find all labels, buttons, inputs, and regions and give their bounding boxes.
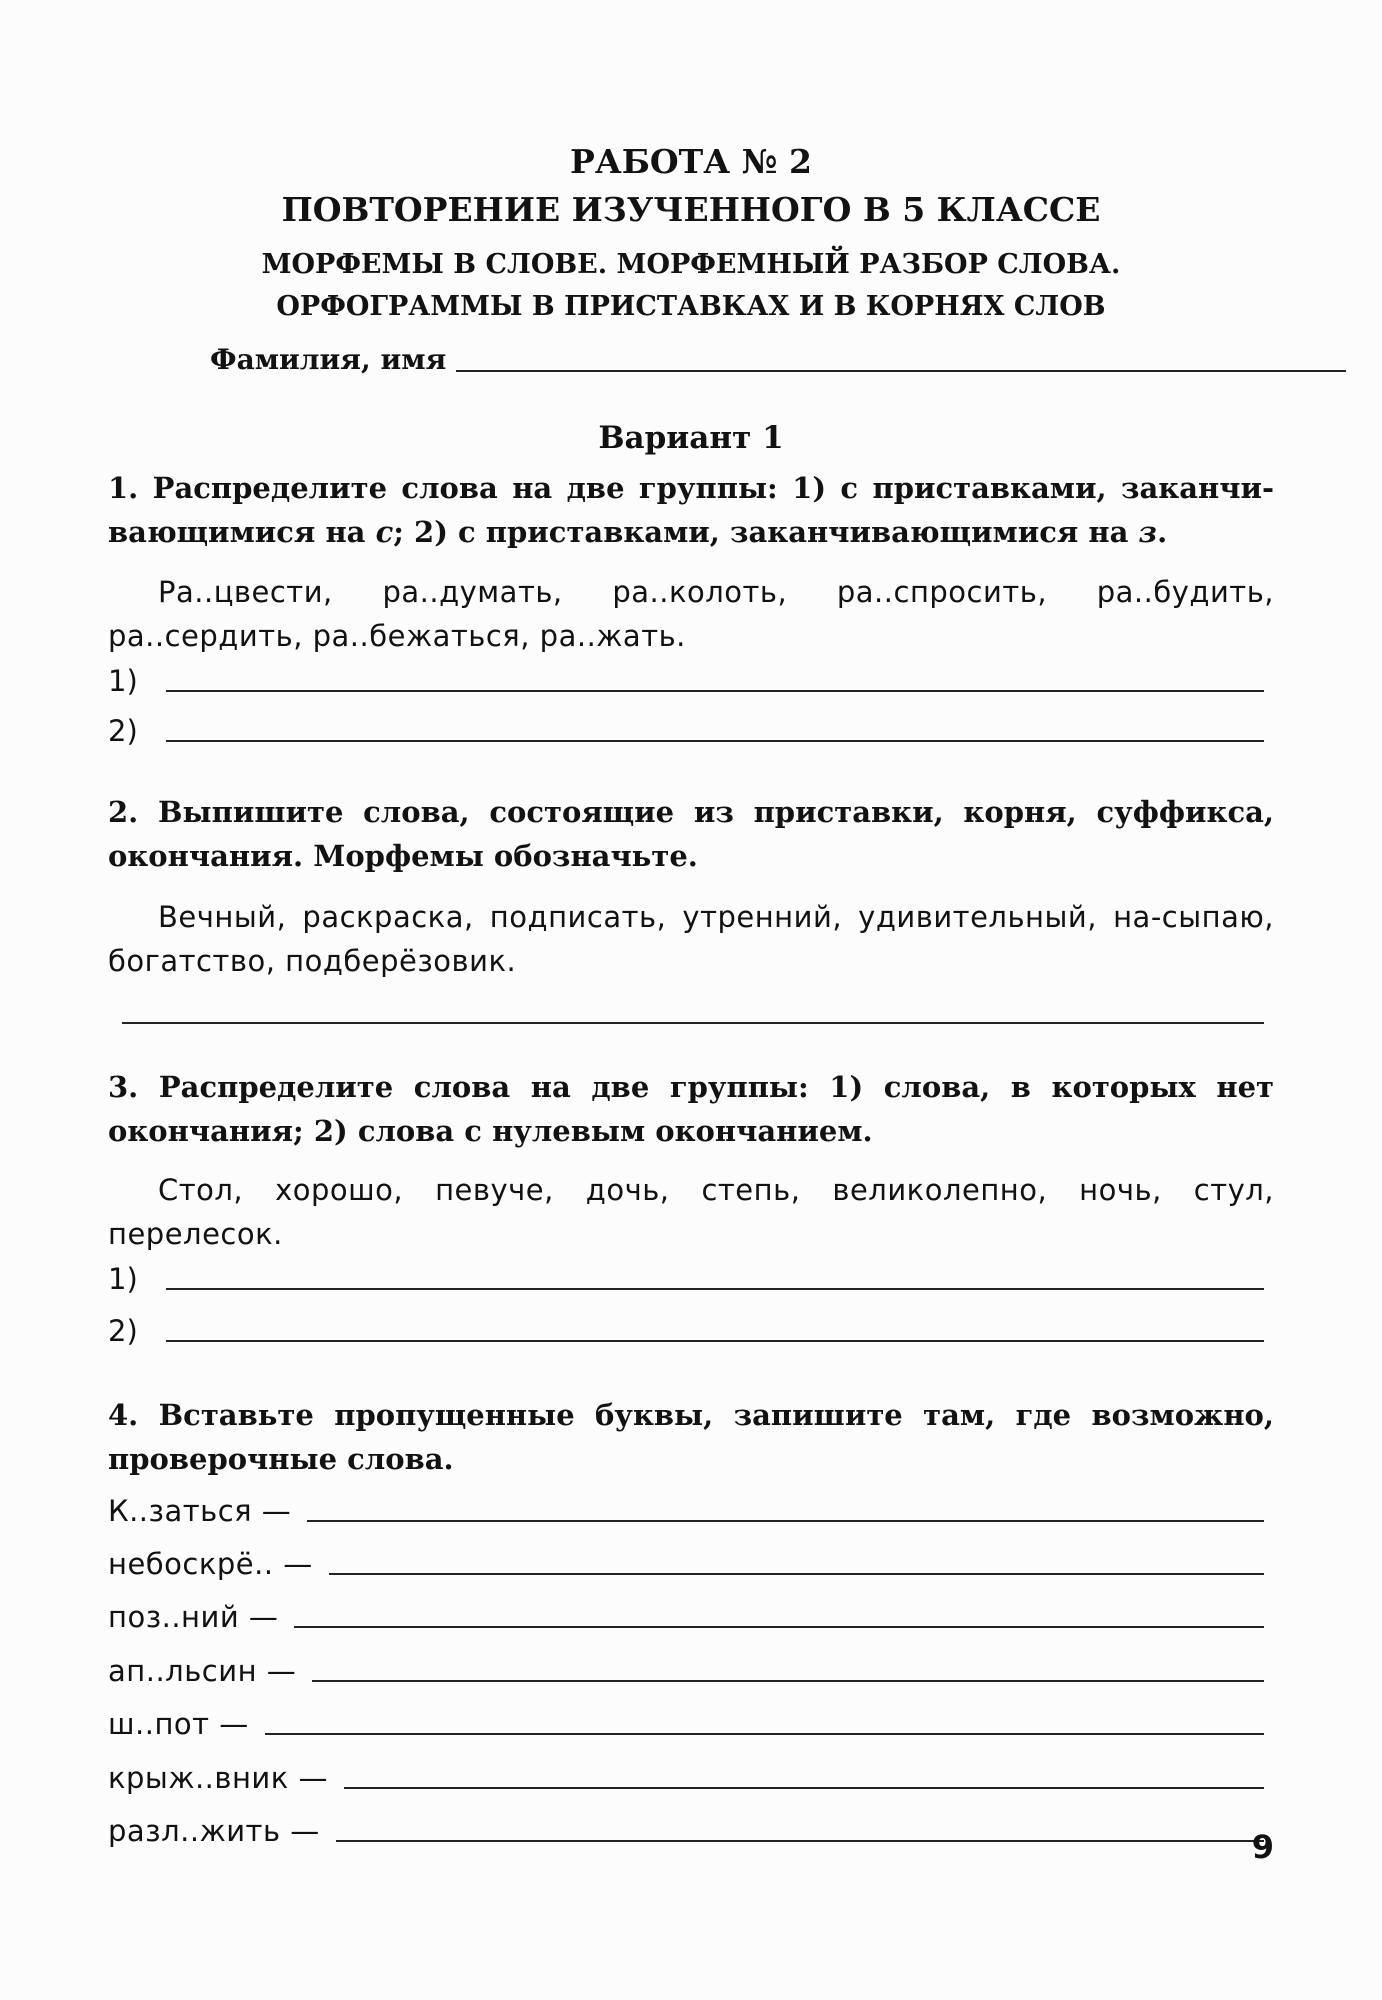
answer-line[interactable] bbox=[166, 1310, 1264, 1342]
task-4-word-row[interactable] bbox=[108, 1596, 1264, 1634]
answer-line[interactable] bbox=[294, 1596, 1264, 1628]
header bbox=[108, 138, 1274, 328]
answer-line[interactable] bbox=[307, 1490, 1264, 1522]
task-1-title-part-b: ; 2) с приставками, заканчивающимися на bbox=[393, 515, 1139, 549]
task-4-word-row[interactable] bbox=[108, 1650, 1264, 1688]
answer-line[interactable] bbox=[329, 1543, 1264, 1575]
variant-heading: Вариант 1 bbox=[598, 420, 784, 456]
task-2-text: Вечный, раскраска, подписать, утренний, удивительный, на-сыпаю, богатство, подберёзовик. bbox=[108, 900, 1274, 978]
task-4-word-row[interactable] bbox=[108, 1543, 1264, 1581]
page-number: 9 bbox=[1251, 1828, 1274, 1866]
task-2-answer-line[interactable] bbox=[122, 1022, 1264, 1024]
task-4-word: небоскрё.. — bbox=[108, 1547, 313, 1581]
answer-number: 2) bbox=[108, 1314, 138, 1348]
task-1-letter-z: з bbox=[1138, 515, 1158, 549]
work-topic: ПОВТОРЕНИЕ ИЗУЧЕННОГО В 5 КЛАССЕ bbox=[281, 190, 1101, 229]
name-answer-line[interactable] bbox=[456, 342, 1346, 372]
answer-line[interactable] bbox=[344, 1757, 1264, 1789]
task-4-word: ш..пот — bbox=[108, 1707, 249, 1741]
task-3-text: Стол, хорошо, певуче, дочь, степь, великолепно, ночь, стул, перелесок. bbox=[108, 1173, 1274, 1251]
answer-line[interactable] bbox=[312, 1650, 1264, 1682]
task-4-word: поз..ний — bbox=[108, 1600, 279, 1634]
task-1-letter-s: с bbox=[375, 515, 394, 549]
task-1-title-part-a: 1. Распределите слова на две группы: 1) с приставками, заканчи-вающимися на bbox=[108, 471, 1274, 549]
task-4-word-row[interactable] bbox=[108, 1757, 1264, 1795]
subtitle-line-1: МОРФЕМЫ В СЛОВЕ. МОРФЕМНЫЙ РАЗБОР СЛОВА. bbox=[261, 249, 1121, 280]
task-1-title-part-c: . bbox=[1157, 515, 1168, 549]
task-4-word: разл..жить — bbox=[108, 1814, 320, 1848]
task-4-word-row[interactable] bbox=[108, 1810, 1264, 1848]
task-4-title: 4. Вставьте пропущенные буквы, запишите там, где возможно, проверочные слова. bbox=[108, 1398, 1274, 1476]
answer-number: 2) bbox=[108, 714, 138, 748]
answer-line[interactable] bbox=[265, 1703, 1264, 1735]
task-4-word-row[interactable] bbox=[108, 1703, 1264, 1741]
answer-line[interactable] bbox=[166, 710, 1264, 742]
answer-line[interactable] bbox=[166, 660, 1264, 692]
work-subtitle bbox=[108, 244, 1274, 328]
answer-number: 1) bbox=[108, 1262, 138, 1296]
answer-number: 1) bbox=[108, 664, 138, 698]
task-1-title bbox=[108, 466, 1274, 554]
subtitle-line-2: ОРФОГРАММЫ В ПРИСТАВКАХ И В КОРНЯХ СЛОВ bbox=[276, 291, 1106, 322]
task-4-word: крыж..вник — bbox=[108, 1761, 329, 1795]
task-1-answer-1[interactable] bbox=[108, 660, 1264, 698]
answer-line[interactable] bbox=[336, 1810, 1264, 1842]
worksheet-page bbox=[108, 0, 1274, 2000]
task-1-answer-2[interactable] bbox=[108, 710, 1264, 748]
name-field[interactable] bbox=[210, 342, 1346, 376]
answer-line[interactable] bbox=[166, 1258, 1264, 1290]
task-4-word: К..заться — bbox=[108, 1494, 292, 1528]
task-3-answer-2[interactable] bbox=[108, 1310, 1264, 1348]
task-2-title: 2. Выпишите слова, состоящие из приставки, корня, суффикса, окончания. Морфемы обозначьте. bbox=[108, 795, 1274, 873]
work-title: РАБОТА № 2 bbox=[570, 142, 812, 181]
task-4-word: ап..льсин — bbox=[108, 1654, 297, 1688]
task-3-title: 3. Распределите слова на две группы: 1) слова, в которых нет окончания; 2) слова с нулевым окончанием. bbox=[108, 1070, 1274, 1148]
task-3-answer-1[interactable] bbox=[108, 1258, 1264, 1296]
task-4-word-row[interactable] bbox=[108, 1490, 1264, 1528]
name-label: Фамилия, имя bbox=[210, 343, 447, 376]
task-1-text: Ра..цвести, ра..думать, ра..колоть, ра..спросить, ра..будить, ра..сердить, ра..бежаться, ра..жать. bbox=[108, 575, 1274, 653]
